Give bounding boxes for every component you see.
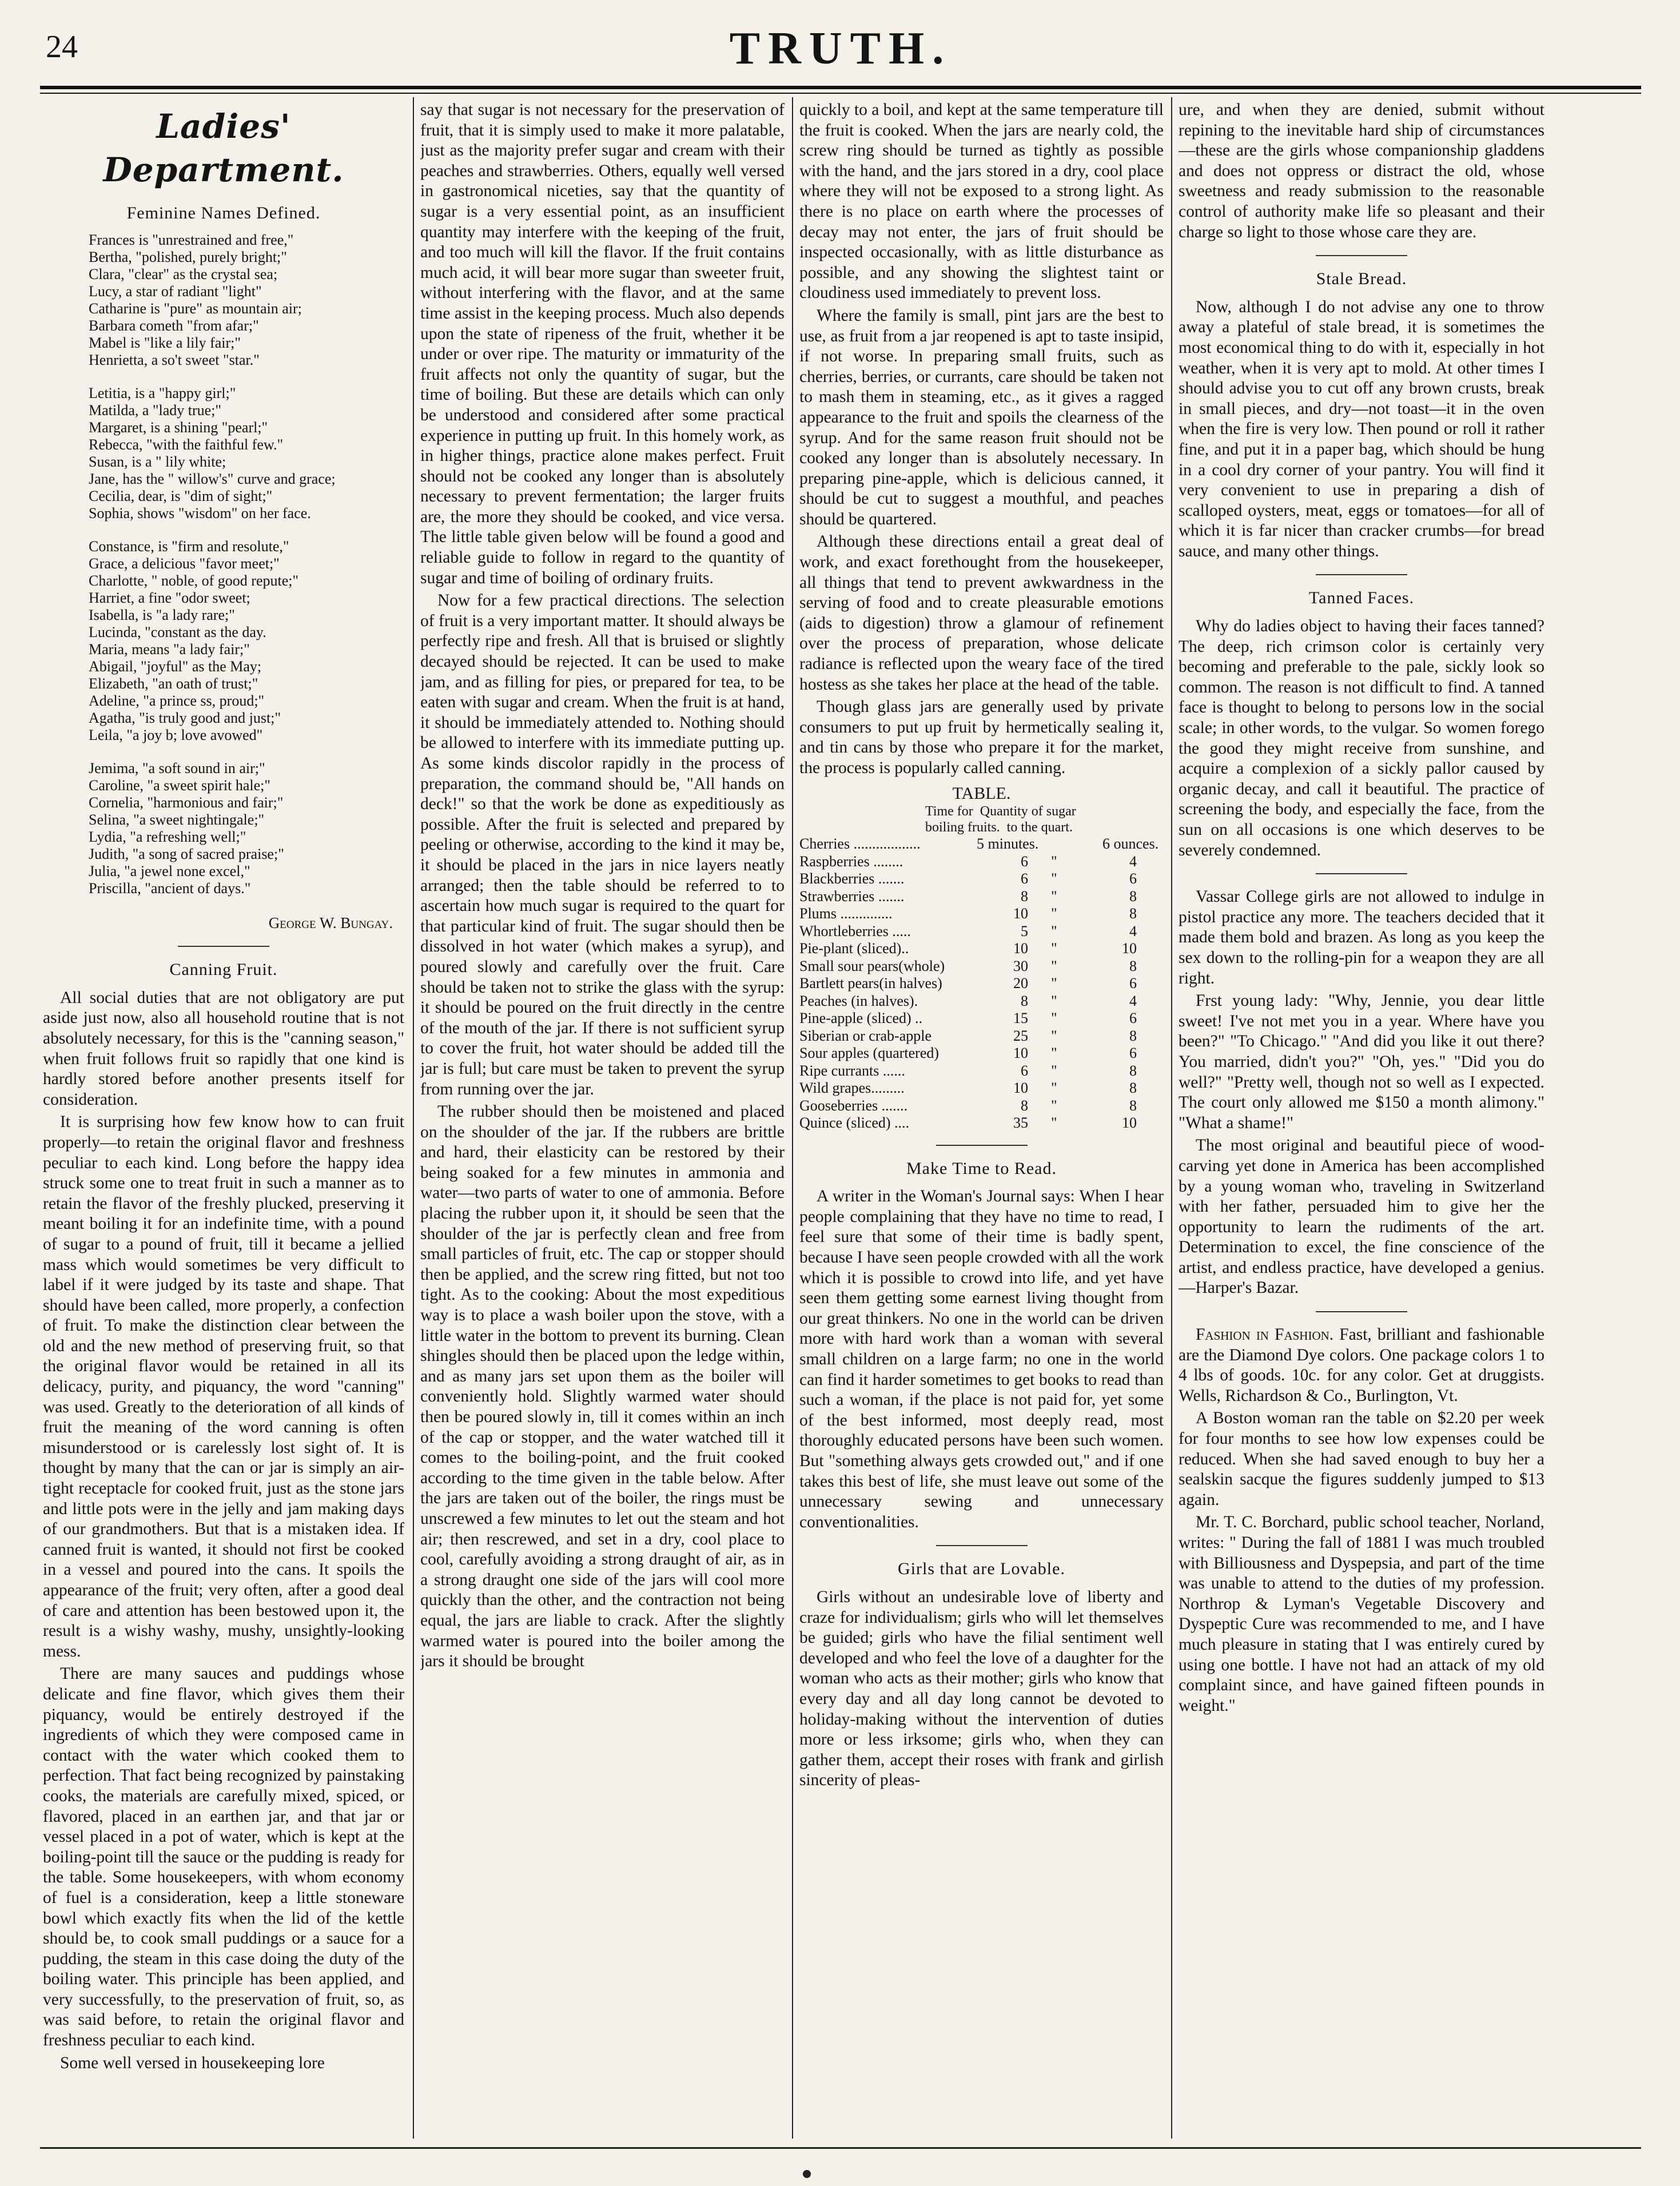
poem-line: Priscilla, "ancient of days." [89,879,251,897]
table-cell-ditto: " [1051,975,1057,992]
table-cell-fruit: Peaches (in halves). [799,992,918,1009]
table-row [799,1045,1164,1062]
table-cell-fruit: Plums .............. [799,905,893,922]
table-cell-sugar: 8 [1129,957,1137,974]
table-cell-fruit: Raspberries ........ [799,853,903,870]
table-cell-sugar: 4 [1129,992,1137,1009]
poem-line: Julia, "a jewel none excel," [89,862,250,879]
poem-stanza [43,760,404,897]
newspaper-title: TRUTH. [729,23,952,74]
column-rule [792,97,793,2139]
table-row [799,888,1164,906]
table-cell-fruit: Siberian or crab-apple [799,1027,932,1044]
divider [1316,574,1407,575]
canning-paragraph: All social duties that are not obligatory are put aside just now, also all household routine that is not absolutely necessary, for this is the "canning season," when fruit follows fruit so rapidly that one kind is hardly stored before another presents itself for consideration. [43,988,404,1109]
canning-paragraph: Some well versed in housekeeping lore [60,2053,325,2072]
borchard-paragraph: Mr. T. C. Borchard, public school teacher, Norland, writes: " During the fall of 1881 I was much troubled with Billiousness and Dyspepsia, and part of the time was unable to attend to the duties of my profession. Northrop & Lyman's Vegetable Discovery and Dyspeptic Cure was recommended to me, and I have much pleasure in stating that I was entirely cured by using one bottle. I have not had an attack of my old complaint since, and have gained fifteen pounds in weight." [1179,1513,1544,1715]
table-cell-fruit: Sour apples (quartered) [799,1045,939,1062]
table-cell-sugar: 10 [1122,940,1137,957]
table-cell-minutes: 6 [1021,853,1028,870]
table-cell-ditto: " [1051,992,1057,1009]
table-cell-sugar: 8 [1129,887,1137,905]
table-cell-ditto: " [1051,1114,1057,1132]
poem-line: Margaret, is a shining "pearl;" [89,419,268,436]
divider [178,946,269,947]
tanned-faces-title: Tanned Faces. [1308,588,1415,608]
canning-paragraph: Although these directions entail a great deal of work, and exact forethought from the housekeeper, all things that tend to prevent awkwardness in the serving of food and to create pleasurable emotions (aids to digestion) throw a glamour of refinement over the process of preparation, whose delicate radiance is reflected upon the weary face of the tired hostess as she takes her place at the head of the table. [799,532,1164,694]
table-row [799,905,1164,923]
table-cell-sugar: 6 [1129,870,1137,887]
table-cell-sugar: 6 [1129,975,1137,992]
table-cell-ditto: " [1051,1045,1057,1062]
bottom-ornament [803,2170,811,2178]
poem-stanza [43,232,404,369]
poem-line: Caroline, "a sweet spirit hale;" [89,777,270,794]
canning-title: Canning Fruit. [169,960,278,979]
poem-line: Jemima, "a soft sound in air;" [89,759,265,777]
table-row [799,1062,1164,1080]
table-row [799,870,1164,888]
poem-line: Barbara cometh "from afar;" [89,317,259,334]
table-row [799,958,1164,975]
table-cell-ditto: " [1051,940,1057,957]
bottom-rule [40,2147,1641,2149]
table-cell-sugar: 8 [1129,1080,1137,1097]
canning-paragraph: Though glass jars are generally used by private consumers to put up fruit by hermetically sealing it, and tin cans by those who prepare it for the market, the process is popularly called canning. [799,698,1164,777]
table-cell-minutes: 25 [1013,1027,1028,1044]
table-cell-ditto: " [1051,922,1057,939]
table-cell-sugar: 4 [1129,922,1137,939]
poem-line: Henrietta, a so't sweet "star." [89,351,260,368]
table-row [799,940,1164,958]
table-cell-fruit: Small sour pears(whole) [799,957,945,974]
poem-line: Agatha, "is truly good and just;" [89,709,281,726]
poem-title: Feminine Names Defined. [126,204,321,222]
table-cell-minutes: 10 [1013,940,1028,957]
canning-paragraph: It is surprising how few know how to can fruit properly—to retain the original flavor and freshness peculiar to each kind. Long before the happy idea struck some one to treat fruit in such a manner as to retain the flavor of the freshly plucked, preserving it meant boiling it for an indefinite time, with a pound of sugar to a pound of fruit, till it became a jellied mass which would sometimes be very difficult to label if it were judged by its taste and shape. That should have been called, more properly, a confection of fruit. To make the distinction clear between the old and the new method of preserving fruit, so that the original flavor would be retained in all its delicacy, purity, and piquancy, the word "canning" was used. Greatly to the deterioration of all kinds of fruit the meaning of the word canning is often misunderstood or is carelessly lost sight of. It is thought by many that the can or jar is simply an air-tight receptacle for cooked fruit, just as the stone jars and little pots were in the jelly and jam making days of our grandmothers. But that is a mistaken idea. If canned fruit is wanted, it should not first be cooked in a vessel and poured into the cans. It spoils the appearance of the fruit; very often, after a good deal of care and attention has been bestowed upon it, the result is a wishy washy, mushy, unsightly-looking mess. [43,1113,404,1661]
table-cell-sugar: 4 [1129,853,1137,870]
masthead [40,16,1641,90]
fashion-lead: Fashion in Fashion. [1196,1325,1334,1344]
poem-line: Catharine is "pure" as mountain air; [89,300,302,317]
table-cell-fruit: Pie-plant (sliced).. [799,940,909,957]
poem-line: Constance, is "firm and resolute," [89,537,289,555]
poem-line: Selina, "a sweet nightingale;" [89,811,265,828]
table-row [799,975,1164,993]
divider [936,1545,1028,1546]
column-rule [1171,97,1172,2139]
canning-paragraph: The rubber should then be moistened and placed on the shoulder of the jar. If the rubbers are brittle and hard, their elasticity can be restored by their being soaked for a few minutes in ammonia and water—two parts of water to one of ammonia. Before placing the rubber upon it, it should be seen that the shoulder of the jar is perfectly clean and free from small particles of fruit, etc. The cap or stopper should then be applied, and the screw ring fitted, but not too tight. As to the cooking: About the most expeditious way is to place a wash boiler upon the stove, with a little water in the bottom to prevent its burning. Clean shingles should then be placed upon the ledge within, and as many jars set upon them as the boiler will conveniently hold. Slightly warmed water should then be poured slowly in, till it comes within an inch of the cap or stopper, and the water watched till it comes to the boiling-point, and the fruit cooked according to the time given in the table below. After the jars are taken out of the boiler, the rings must be unscrewed a few minutes to let out the steam and hot air; then rescrewed, and set in a dry, cool place to cool, carefully avoiding a strong draught of air, as in a strong draught one side of the jars will cool more quickly than the other, and the contraction not being equal, the jars are liable to crack. After the slightly warmed water is poured into the boiler among the jars it should be brought [420,1102,785,1671]
table-cell-ditto: " [1051,1062,1057,1079]
vassar-paragraph: Vassar College girls are not allowed to indulge in pistol practice any more. The teachers decided that it made them bold and brazen. As long as you keep the sex down to the rolling-pin for a weapon they are all right. [1179,887,1544,988]
table-cell-ditto: " [1051,887,1057,905]
table-cell-ditto: " [1051,853,1057,870]
table-cell-fruit: Strawberries ....... [799,887,905,905]
table-cell-fruit: Blackberries ....... [799,870,905,887]
table-cell-sugar: 10 [1122,1114,1137,1132]
table-cell-minutes: 10 [1013,905,1028,922]
table-cell-fruit: Gooseberries ....... [799,1097,908,1114]
poem-line: Cecilia, dear, is "dim of sight;" [89,487,273,504]
table-cell-minutes: 5 minutes. [977,835,1039,853]
girls-paragraph-continued: ure, and when they are denied, submit without repining to the inevitable hard ship of circumstances—these are the girls whose companionship gladdens and does not oppress or distract the old, whose sweetness and ready submission to the reasonable control of authority make life so pleasant and their charge so light to those whose care they are. [1179,101,1544,241]
poem-line: Lydia, "a refreshing well;" [89,828,246,845]
poem-line: Maria, means "a lady fair;" [89,640,250,658]
table-cell-sugar: 8 [1129,1097,1137,1114]
divider [1316,1311,1407,1312]
wood-carving-paragraph: The most original and beautiful piece of wood-carving yet done in America has been accomplished by a young woman who, traveling in Switzerland with her father, persuaded him to give her the opportunity to learn the rudiments of the art. Determination to excel, the fine conscience of the artist, and endless practice, have developed a genius.—Harper's Bazar. [1179,1136,1544,1297]
girls-title: Girls that are Lovable. [898,1559,1065,1579]
divider [1316,873,1407,874]
time-paragraph: A writer in the Woman's Journal says: When I hear people complaining that they have no time to read, I feel sure that some of their time is badly spent, because I have seen people crowded with all the work which it is possible to crowd into life, and yet have seen them getting some earnest living thought from our great thinkers. No one in the world can be driven more with hard work than a woman with several small children on a large farm; no one in the world can find it harder sometimes to get books to read than such a woman, if the place is not paid for, yet some of the best informed, most deeply read, most thoroughly educated persons have been such women. But "something always gets crowded out," and if one takes this best of life, she must leave out some of the unnecessary sewing and unnecessary conventionalities. [799,1187,1164,1531]
poem-line: Matilda, a "lady true;" [89,401,222,419]
poem-line: Adeline, "a prince ss, proud;" [89,692,265,709]
poem-line: Abigail, "joyful" as the May; [89,658,262,675]
table-row [799,993,1164,1010]
table-cell-minutes: 8 [1021,992,1028,1009]
table-cell-minutes: 8 [1021,887,1028,905]
table-cell-minutes: 10 [1013,1045,1028,1062]
poem-line: Harriet, a fine "odor sweet; [89,589,250,606]
poem-stanza [43,385,404,522]
table-cell-ditto [1051,835,1102,853]
column-1 [43,100,404,2136]
poem-line: Cornelia, "harmonious and fair;" [89,794,284,811]
table-cell-ditto: " [1051,1027,1057,1044]
canning-paragraph: There are many sauces and puddings whose delicate and fine flavor, which gives them their piquancy, would be entirely destroyed if the ingredients of which they were composed came in contact with the water which cooked them to perfection. That fact being recognized by painstaking cooks, the materials are carefully mixed, spiced, or flavored, placed in an earthen jar, and that jar or vessel placed in a pot of water, which is kept at the boiling-point till the sauce or the pudding is ready for the table. Some housekeepers, with whom economy of fuel is a consideration, keep a little stoneware bowl which exactly fits when the lid of the kettle should be, to cook small puddings or a sauce for a pudding, the steam in this case doing the duty of the boiling water. This principle has been applied, and very successfully, to the preservation of fruit, so, as was said before, to retain the original flavor and freshness peculiar to each kind. [43,1665,404,2050]
poem-line: Rebecca, "with the faithful few." [89,436,284,453]
boston-paragraph: A Boston woman ran the table on $2.20 per week for four months to see how low expenses could be reduced. When she had saved enough to buy her a sealskin sacque the figures suddenly jumped to $13 again. [1179,1409,1544,1509]
poem-author: George W. Bungay. [268,914,393,931]
table-header: boiling fruits. to the quart. [925,820,1073,835]
table-cell-sugar: 8 [1129,905,1137,922]
divider [1316,255,1407,256]
table-cell-minutes: 30 [1013,957,1028,974]
table-row [799,1114,1164,1132]
table-cell-fruit: Whortleberries ..... [799,922,911,939]
divider [936,1145,1028,1146]
table-cell-fruit: Wild grapes......... [799,1080,905,1097]
table-row [799,1010,1164,1028]
table-row [799,1080,1164,1097]
table-cell-fruit: Ripe currants ...... [799,1062,905,1079]
column-3 [799,100,1164,2136]
poem-line: Lucinda, "constant as the day. [89,623,266,640]
column-4 [1179,100,1544,2136]
table-cell-ditto: " [1051,1080,1057,1097]
table-cell-minutes: 15 [1013,1010,1028,1027]
poem-line: Isabella, is "a lady rare;" [89,606,235,623]
table-cell-ditto: " [1051,870,1057,887]
table-cell-minutes: 5 [1021,922,1028,939]
fashion-text: Fast, brilliant and fashionable are the Diamond Dye colors. One package colors 1 to 4 lbs of goods. 10c. for any color. Get at druggists. Wells, Richardson & Co., Burlington, Vt. [1179,1325,1544,1405]
table-cell-minutes: 6 [1021,1062,1028,1079]
masthead-rule-thick [40,86,1641,89]
table-cell-fruit: Bartlett pears(in halves) [799,975,942,992]
poem-line: Jane, has the " willow's" curve and grace; [89,470,336,487]
poem-line: Elizabeth, "an oath of trust;" [89,675,258,692]
table-row [799,923,1164,941]
poem [43,232,404,897]
table-cell-ditto: " [1051,1097,1057,1114]
table-cell-minutes: 20 [1013,975,1028,992]
table-cell-sugar: 6 ounces. [1102,835,1159,853]
poem-line: Sophia, shows "wisdom" on her face. [89,504,311,521]
poem-stanza [43,538,404,744]
table-title: TABLE. [952,783,1011,803]
poem-line: Charlotte, " noble, of good repute;" [89,572,299,589]
table-cell-sugar: 6 [1129,1010,1137,1027]
masthead-rule-thin [40,93,1641,94]
table-cell-ditto: " [1051,957,1057,974]
poem-line: Frances is "unrestrained and free," [89,231,294,248]
table-cell-minutes: 6 [1021,870,1028,887]
table-cell-sugar: 6 [1129,1045,1137,1062]
table-cell-ditto: " [1051,905,1057,922]
poem-line: Grace, a delicious "favor meet;" [89,555,280,572]
table-cell-sugar: 8 [1129,1027,1137,1044]
canning-paragraph: quickly to a boil, and kept at the same temperature till the fruit is cooked. When the jars are nearly cold, the screw ring should be turned as tightly as possible with the hand, and the jars stored in a dry, cool place where they will not be exposed to a strong light. As there is no place on earth where the processes of decay may not enter, the jars of fruit should be inspected occasionally, with as little disturbance as possible, and any showing the slightest taint or cloudiness used immediately to prevent loss. [799,101,1164,302]
poem-line: Letitia, is a "happy girl;" [89,384,236,401]
poem-line: Leila, "a joy b; love avowed" [89,726,263,743]
table-cell-fruit: Cherries .................. [799,835,921,853]
girls-paragraph: Girls without an undesirable love of liberty and craze for individualism; girls who will let themselves be guided; girls who have the filial sentiment well developed and who feel the love of a daughter for the woman who acts as their mother; girls who know that every day and all day long cannot be devoted to holiday-making without the intervention of duties more or less irksome; girls who, when they can gather them, accept their roses with frank and girlish sincerity of pleas- [799,1587,1164,1790]
poem-line: Judith, "a song of sacred praise;" [89,845,284,862]
sugar-table [799,835,1164,1132]
table-row [799,1097,1164,1115]
tanned-faces-paragraph: Why do ladies object to having their faces tanned? The deep, rich crimson color is certainly very becoming and preferable to the pale, sickly look so common. The reason is not difficult to find. A tanned face is thought to belong to persons low in the social scale; in other words, to the vulgar. So women forego the good they might receive from sunshine, and acquire a complexion of a sickly pallor caused by organic decay, and call it beautiful. The practice of screening the body, and especially the face, from the sun on all occasions is one which deserves to be severely condemned. [1179,617,1544,859]
table-row [799,1028,1164,1045]
canning-paragraph: Now for a few practical directions. The selection of fruit is a very important matter. It should always be perfectly ripe and fresh. All that is bruised or slightly decayed should be rejected. It can be used to make jam, and as filling for pies, or prepared for tea, to be eaten with sugar and cream. When the fruit is at hand, it should be immediately attended to. Nothing should be allowed to interfere with its immediate putting up. As some kinds discolor rapidly in the process of preparation, the command should be, "All hands on deck!" so that the work be done as expeditiously as possible. After the fruit is selected and prepared by peeling or otherwise, according to the kind it may be, it should be placed in the jars in nice layers neatly arranged; then the table should be referred to to ascertain how much sugar is required to the quart for that particular kind of fruit. The sugar should then be dissolved in hot water (which makes a syrup), and poured slowly and carefully over the fruit. Care should be taken not to strike the glass with the syrup: it should be poured on the fruit directly in the centre of the mouth of the jar. If there is not sufficient syrup to cover the fruit, hot water should be added till the jar is full; but care must be taken to prevent the syrup from running over the jar. [420,591,785,1098]
canning-paragraph: Where the family is small, pint jars are the best to use, as fruit from a jar reopened is apt to taste insipid, if not worse. In preparing small fruits, such as cherries, berries, or currants, care should be taken not to mash them in steaming, etc., as it gives a ragged appearance to the fruit and spoils the clearness of the syrup. And for the same reason fruit should not be cooked any longer than is absolutely necessary. In preparing pine-apple, which is delicious canned, it should be cut to suggest a mouthful, and peaches should be quartered. [799,306,1164,528]
table-cell-minutes: 35 [1013,1114,1028,1132]
poem-line: Clara, "clear" as the crystal sea; [89,265,278,282]
time-title: Make Time to Read. [906,1158,1057,1178]
table-cell-minutes: 10 [1013,1080,1028,1097]
poem-line: Bertha, "polished, purely bright;" [89,248,287,265]
table-cell-fruit: Quince (sliced) .... [799,1114,910,1132]
fashion-paragraph [1179,1325,1544,1406]
table-cell-fruit: Pine-apple (sliced) .. [799,1010,923,1027]
department-title: Ladies' Department. [103,107,344,189]
table-cell-minutes: 8 [1021,1097,1028,1114]
young-lady-paragraph: Frst young lady: "Why, Jennie, you dear little sweet! I've not met you in a year. Where have you been?" "To Chicago." "And did you like it out there? You married, didn't you?" "Oh, yes." "Did you do well?" "Pretty well, though not so well as I expected. The court only allowed me $150 a month alimony." "What a shame!" [1179,992,1544,1132]
poem-line: Susan, is a " lily white; [89,453,226,470]
page-number: 24 [46,29,78,65]
poem-line: Lucy, a star of radiant "light" [89,282,262,300]
column-2 [420,100,785,2136]
table-header: Time for Quantity of sugar [925,804,1076,819]
stale-bread-title: Stale Bread. [1316,269,1407,289]
poem-line: Mabel is "like a lily fair;" [89,334,241,351]
canning-paragraph: say that sugar is not necessary for the preservation of fruit, that it is simply used to make it more palatable, just as the majority prefer sugar and cream with their peaches and strawberries. Others, equally well versed in gastronomical niceties, say that the quantity of sugar is a very essential point, as an insufficient quantity may interfere with the keeping of the fruit, and too much will kill the flavor. If the fruit contains much acid, it will bear more sugar than sweeter fruit, without interfering with the flavor, and at the same time assist in the keeping process. Much also depends upon the state of ripeness of the fruit, whether it be under or over ripe. The maturity or immaturity of the fruit affects not only the quantity of sugar, but the time of boiling. But these are details which can only be understood and considered after some practical experience in putting up fruit. In this homely work, as in higher things, practice alone makes perfect. Fruit should not be cooked any longer than is absolutely necessary to prevent fermentation; the larger fruits are, the more they should be cooked, and vice versa. The little table given below will be found a good and reliable guide to follow in regard to the quantity of sugar and time of boiling of ordinary fruits. [420,101,785,587]
table-row [799,835,1164,853]
column-rule [413,97,414,2139]
table-row [799,853,1164,871]
table-cell-sugar: 8 [1129,1062,1137,1079]
stale-bread-paragraph: Now, although I do not advise any one to throw away a plateful of stale bread, it is sometimes the most economical thing to do with it, especially in hot weather, when it is very apt to mold. At other times I should advise you to cut off any brown crusts, break in small pieces, and dry—not toast—it in the oven when the fire is very low. Then pound or roll it rather fine, and put it in a paper bag, which should be hung in a cool dry corner of your pantry. You will find it very convenient to use in preparing a dish of scalloped oysters, meat, eggs or tomatoes—for all of which it is far nicer than cracker crumbs—for bread sauce, and many other things. [1179,297,1544,560]
table-cell-ditto: " [1051,1010,1057,1027]
